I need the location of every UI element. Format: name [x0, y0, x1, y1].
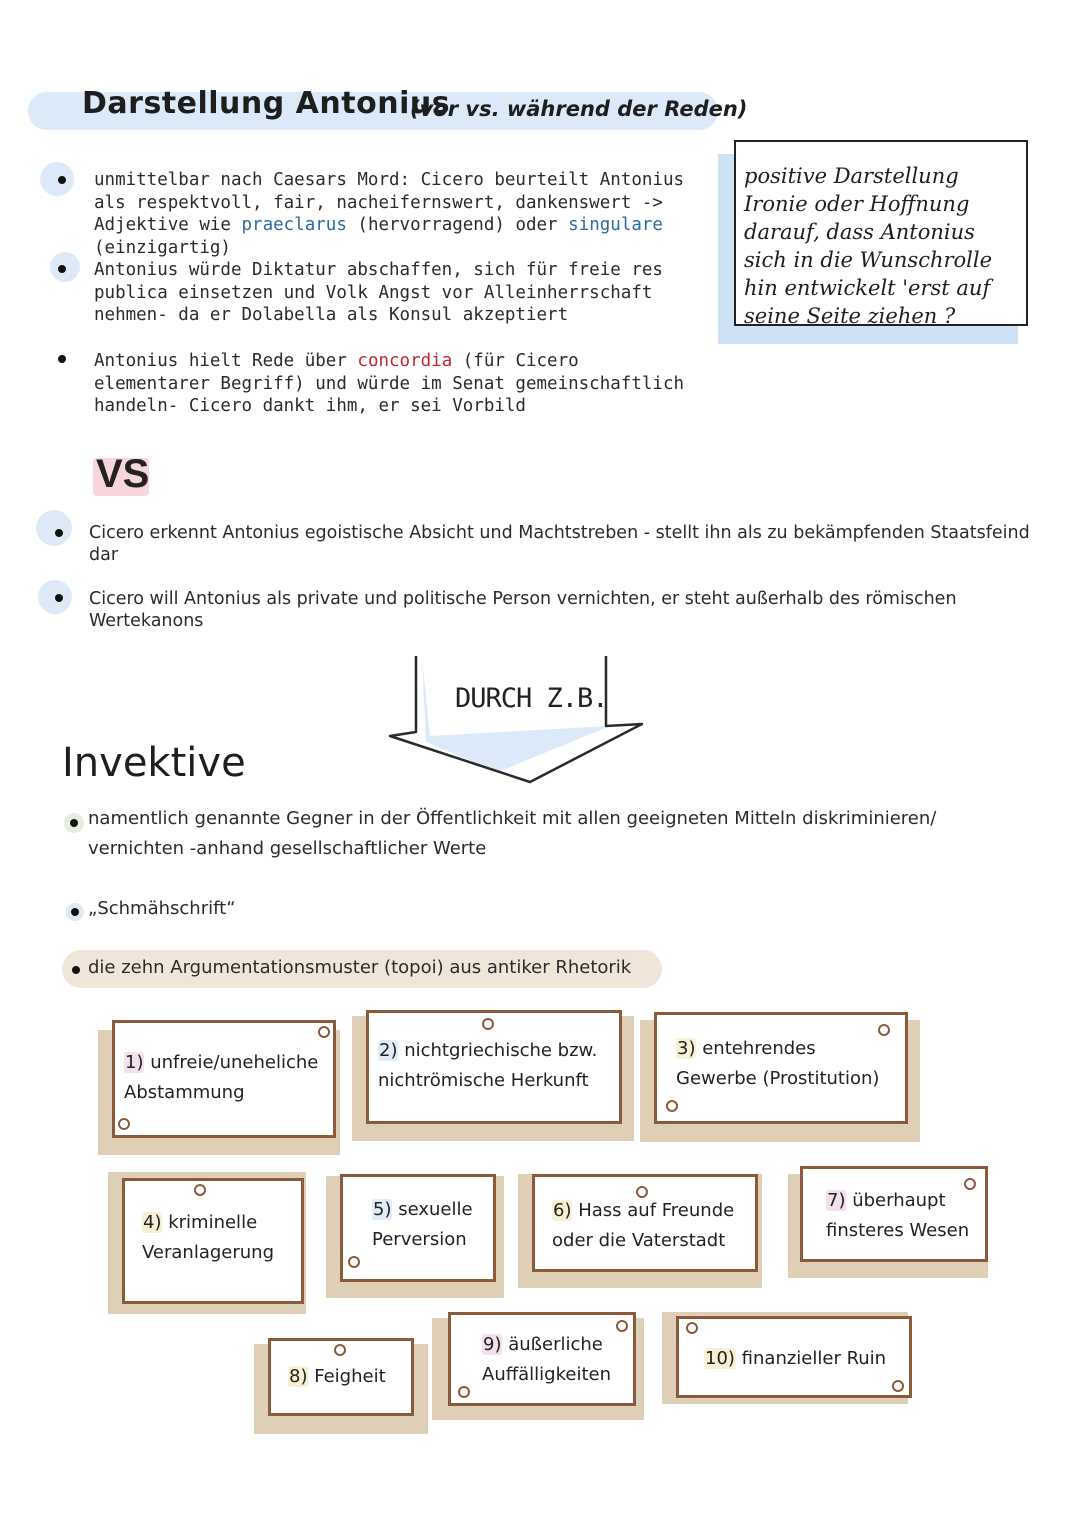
term-singulare: singulare — [568, 215, 663, 235]
page-title: Darstellung Antonius — [82, 86, 451, 121]
bullet-dot — [58, 355, 66, 363]
ring-icon — [878, 1024, 890, 1036]
ring-icon — [318, 1026, 330, 1038]
topoi-line: die zehn Argumentationsmuster (topoi) aus antiker Rhetorik — [88, 957, 632, 978]
topos-card-10-text: 10) finanzieller Ruin — [705, 1348, 887, 1369]
invektive-definition-line2: vernichten -anhand gesellschaftlicher Werte — [88, 838, 487, 859]
topos-card-4-text: 4) kriminelle Veranlagerung — [142, 1212, 275, 1263]
before-item-1: unmittelbar nach Caesars Mord: Cicero beurteilt Antonius als respektvoll, fair, nacheifernswert, dankenswert -> Adjektive wie praeclarus (hervorragend) oder singulare (einzigartig) — [94, 170, 685, 258]
before-item-2: Antonius würde Diktatur abschaffen, sich für freie res publica einsetzen und Volk Angst vor Alleinherrschaft nehmen- da er Dolabella als Konsul akzeptiert — [94, 260, 663, 325]
ring-icon — [892, 1380, 904, 1392]
vs-label: VS — [96, 452, 150, 496]
topos-card-2-text: 2) nichtgriechische bzw. nichtrömische Herkunft — [378, 1040, 598, 1091]
ring-icon — [636, 1186, 648, 1198]
bullet-dot — [72, 966, 80, 974]
term-concordia: concordia — [357, 351, 453, 371]
ring-icon — [118, 1118, 130, 1130]
arrow-label: DURCH Z.B. — [455, 683, 608, 714]
bullet-dot — [58, 265, 66, 273]
bullet-highlight — [40, 162, 74, 196]
bullet-dot — [70, 819, 78, 827]
invektive-heading: Invektive — [62, 740, 246, 786]
schmaehschrift: „Schmähschrift“ — [88, 898, 236, 919]
ring-icon — [334, 1344, 346, 1356]
ring-icon — [482, 1018, 494, 1030]
invektive-definition-line1: namentlich genannte Gegner in der Öffentlichkeit mit allen geeigneten Mitteln diskriminieren/ — [88, 808, 937, 829]
topos-card-9-text: 9) äußerliche Auffälligkeiten — [482, 1334, 611, 1385]
bullet-dot — [55, 529, 63, 537]
topos-card-1-text: 1) unfreie/uneheliche Abstammung — [124, 1052, 319, 1103]
ring-icon — [616, 1320, 628, 1332]
down-arrow-icon — [380, 650, 660, 800]
page-subtitle: (vor vs. während der Reden) — [410, 97, 748, 121]
topos-card-6-text: 6) Hass auf Freunde oder die Vaterstadt — [552, 1200, 735, 1251]
topos-card-5-text: 5) sexuelle Perversion — [372, 1199, 473, 1250]
topos-card-8-text: 8) Feigheit — [289, 1366, 386, 1387]
ring-icon — [194, 1184, 206, 1196]
topos-card-3-text: 3) entehrendes Gewerbe (Prostitution) — [676, 1038, 880, 1089]
ring-icon — [964, 1178, 976, 1190]
ring-icon — [666, 1100, 678, 1112]
after-item-1: Cicero erkennt Antonius egoistische Absicht und Machtstreben - stellt ihn als zu bekämpfenden Staatsfeind dar — [89, 523, 1030, 565]
ring-icon — [348, 1256, 360, 1268]
bullet-highlight — [36, 510, 72, 546]
bullet-dot — [55, 594, 63, 602]
bullet-dot — [71, 908, 79, 916]
ring-icon — [458, 1386, 470, 1398]
note-text: positive Darstellung Ironie oder Hoffnung darauf, dass Antonius sich in die Wunschrolle hin entwickelt 'erst auf seine Seite ziehen ? — [744, 164, 993, 328]
bullet-dot — [58, 176, 66, 184]
term-praeclarus: praeclarus — [241, 215, 347, 235]
before-item-3: Antonius hielt Rede über concordia (für Cicero elementarer Begriff) und würde im Senat gemeinschaftlich handeln- Cicero dankt ihm, er sei Vorbild — [94, 351, 685, 416]
topos-card-7-text: 7) überhaupt finsteres Wesen — [826, 1190, 970, 1241]
after-item-2: Cicero will Antonius als private und politische Person vernichten, er steht außerhalb des römischen Wertekanons — [89, 589, 957, 631]
ring-icon — [686, 1322, 698, 1334]
